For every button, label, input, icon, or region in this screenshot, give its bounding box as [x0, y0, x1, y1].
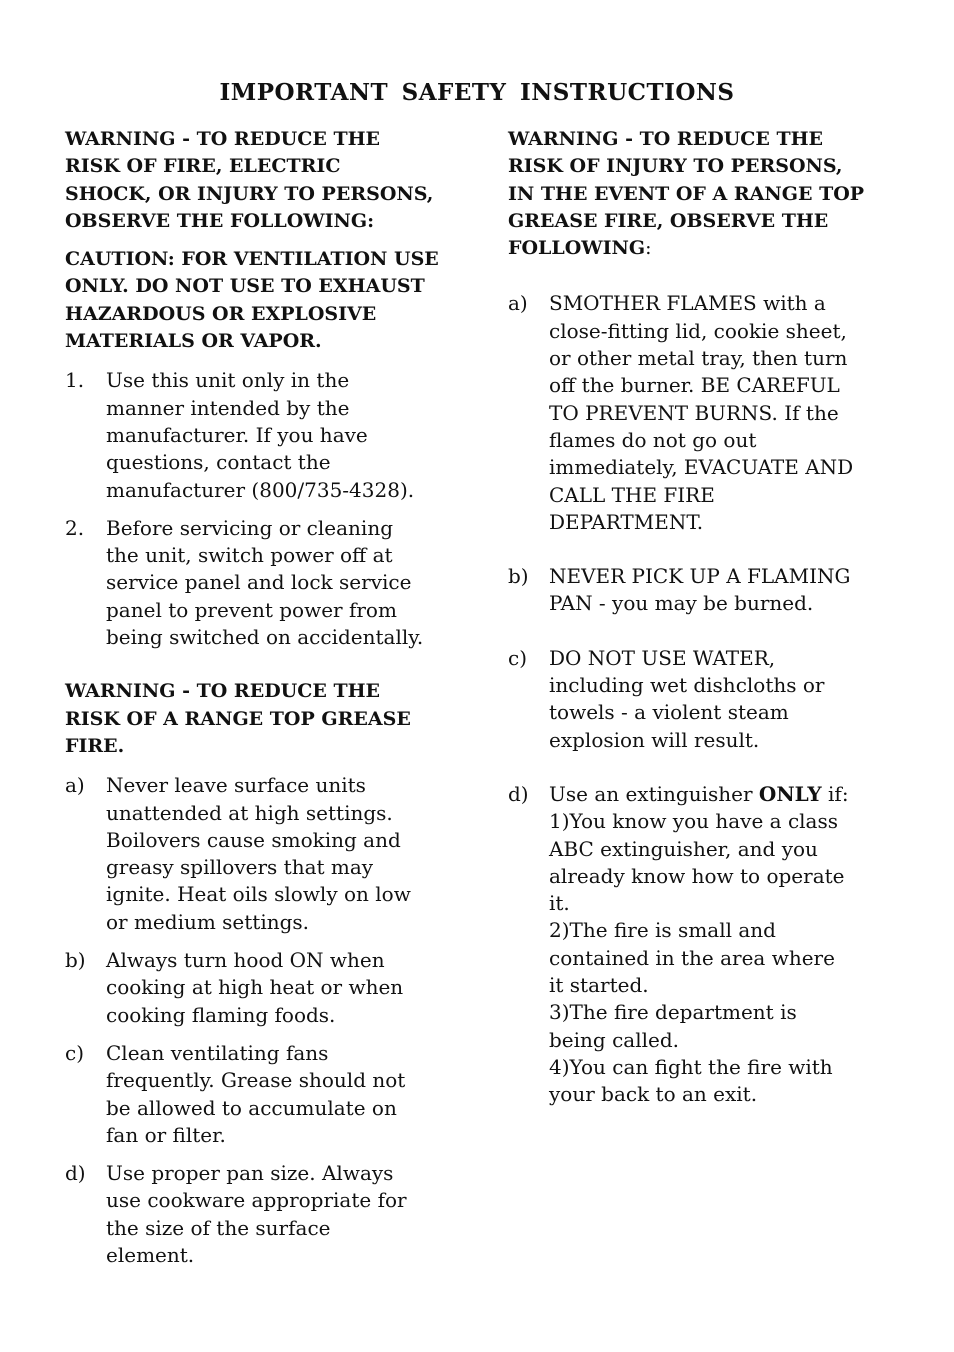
item-marker: b) [65, 948, 86, 973]
item-marker: c) [65, 1040, 85, 1065]
item-marker: 2. [65, 515, 85, 540]
grease-item-b [65, 947, 465, 1029]
item-text [549, 781, 893, 808]
item-text: Before servicing or cleaning the unit, switch power off at service panel and lock service panel to prevent power from being switched on accidentally. [106, 515, 424, 650]
extinguisher-conditions [549, 808, 893, 1108]
item-text: NEVER PICK UP A FLAMING PAN - you may be burned. [549, 564, 851, 616]
item-marker: d) [65, 1161, 86, 1186]
item-marker: a) [508, 291, 528, 316]
page-title: IMPORTANT SAFETY INSTRUCTIONS [219, 79, 735, 106]
item-text: Clean ventilating fans frequently. Grease should not be allowed to accumulate on fan or filter. [106, 1040, 406, 1147]
only-emphasis: ONLY [758, 781, 822, 806]
fire-item-b [508, 563, 893, 618]
item-marker: d) [508, 781, 529, 806]
injury-grease-fire-warning [508, 126, 893, 262]
fire-shock-injury-warning: WARNING - TO REDUCE THE RISK OF FIRE, ELECTRIC SHOCK, OR INJURY TO PERSONS, OBSERVE THE FOLLOWING: [65, 128, 434, 232]
right-column [508, 126, 893, 1109]
item-text: Use this unit only in the manner intended by the manufacturer. If you have questions, contact the manufacturer (800/735-4328). [106, 368, 415, 502]
item-marker: c) [508, 645, 528, 670]
warning-colon: : [645, 237, 652, 260]
item-text: Use proper pan size. Always use cookware appropriate for the size of the surface element. [106, 1161, 407, 1267]
grease-fire-warning: WARNING - TO REDUCE THE RISK OF A RANGE TOP GREASE FIRE. [65, 680, 411, 757]
extinguisher-tail: if: [821, 781, 849, 806]
condition-3: 3)The fire department is being called. [549, 1000, 797, 1052]
numbered-item-2 [65, 515, 465, 651]
item-marker: a) [65, 773, 85, 798]
item-text: SMOTHER FLAMES with a close-fitting lid, cookie sheet, or other metal tray, then turn off the burner. BE CAREFUL TO PREVENT BURNS. If the flames do not go out immediately, EVACUATE AND CALL THE FIRE DEPARTMENT. [549, 291, 854, 534]
ventilation-caution: CAUTION: FOR VENTILATION USE ONLY. DO NOT USE TO EXHAUST HAZARDOUS OR EXPLOSIVE MATERIALS OR VAPOR. [65, 248, 439, 353]
item-marker: 1. [65, 368, 85, 393]
extinguisher-lead: Use an extinguisher [549, 781, 759, 806]
fire-item-c [508, 645, 893, 754]
item-text: Always turn hood ON when cooking at high heat or when cooking flaming foods. [106, 948, 404, 1027]
warning-text: WARNING - TO REDUCE THE RISK OF INJURY TO PERSONS, IN THE EVENT OF A RANGE TOP GREASE FIRE, OBSERVE THE FOLLOWING [508, 128, 865, 260]
grease-item-c [65, 1040, 465, 1149]
condition-4: 4)You can fight the fire with your back to an exit. [549, 1054, 833, 1107]
item-text: DO NOT USE WATER, including wet dishcloths or towels - a violent steam explosion will result. [549, 645, 825, 752]
item-marker: b) [508, 564, 529, 589]
numbered-item-1 [65, 367, 465, 503]
fire-item-a [508, 290, 893, 536]
left-column [65, 126, 465, 1269]
condition-2: 2)The fire is small and contained in the area where it started. [549, 918, 835, 998]
grease-item-a [65, 772, 465, 936]
condition-1: 1)You know you have a class ABC extinguisher, and you already know how to operate it. [549, 809, 845, 916]
item-text: Never leave surface units unattended at high settings. Boilovers cause smoking and greasy spillovers that may ignite. Heat oils slowly on low or medium settings. [106, 773, 411, 934]
fire-item-d [508, 781, 893, 1109]
grease-item-d [65, 1160, 465, 1269]
